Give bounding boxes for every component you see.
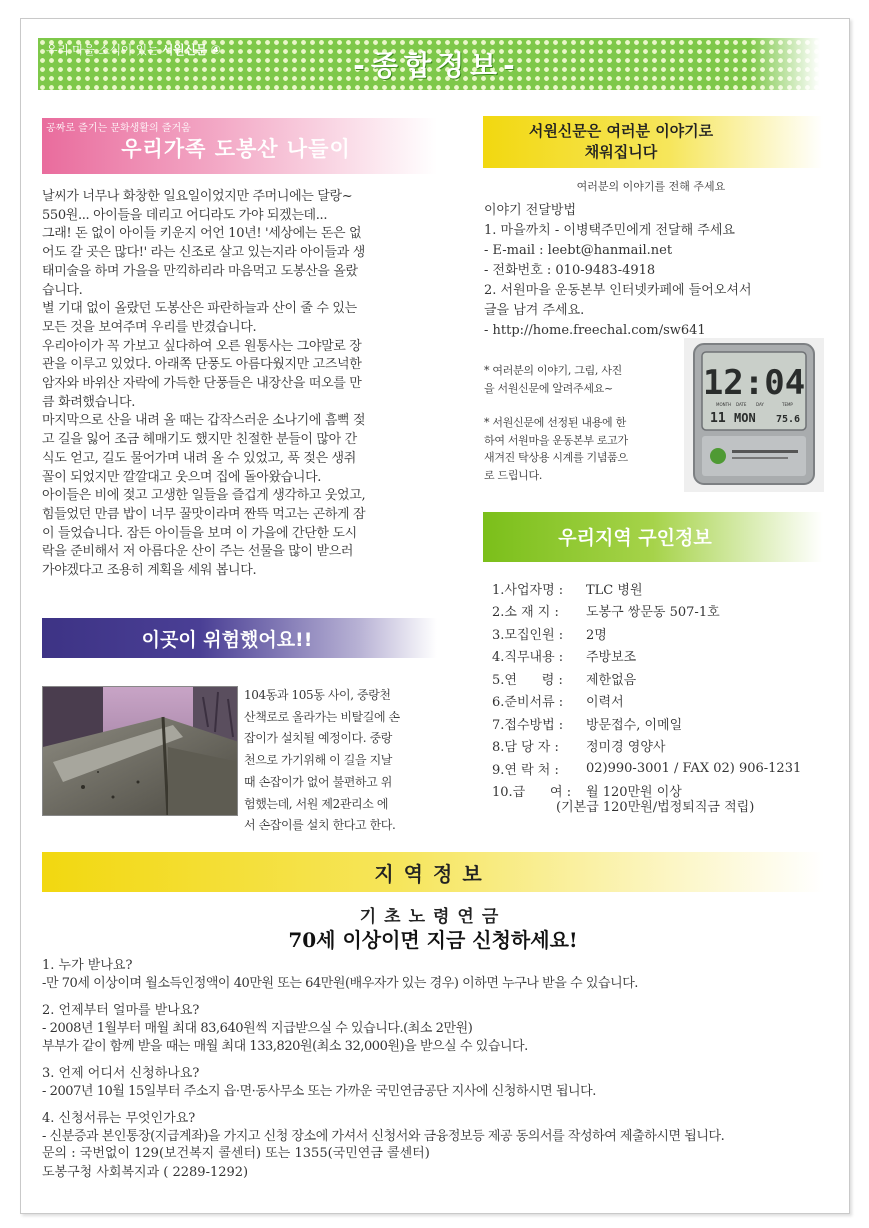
- job-value: 방문접수, 이메일: [586, 717, 683, 733]
- job-row: [492, 622, 822, 645]
- job-details-list: [492, 577, 822, 802]
- job-value: 주방보조: [586, 650, 637, 666]
- outing-article: 날씨가 너무나 화창한 일요일이었지만 주머니에는 달랑~ 550원... 아이들을 데리고 어디라도 가야 되겠는데... 그래! 돈 없이 아이들 키운지 어언 10년! '세상에는 돈은 없 어도 갈 곳은 많다!' 라는 신조로 살고 있는지라 아이들과 생 태미술을 하며 가을을 만끽하리라 마음먹고 도봉산을 올랐 습니다. 별 기대 없이 올랐던 도봉산은 파란하늘과 산이 줄 수 있는 모든 것을 보여주며 우리를 반겼습니다. 우리아이가 꼭 가보고 싶다하여 오른 원통사는 그야말로 장 관을 이루고 있었다. 아래쪽 단풍도 아름다웠지만 고즈넉한 암자와 바위산 자락에 가득한 단풍들은 내장산을 떠오를 만 큼 화려했습니다. 마지막으로 산을 내려 올 때는 갑작스러운 소나기에 흠뻑 젖 고 길을 잃어 조금 헤매기도 했지만 친절한 분들이 많아 간 식도 얻고, 길도 물어가며 내려 올 수 있었고, 푹 젖은 생쥐 꼴이 되었지만 깔깔대고 웃으며 집에 돌아왔습니다. 아이들은 비에 젖고 고생한 일들을 즐겁게 생각하고 웃었고, 힘들었던 만큼 밥이 너무 꿀맛이라며 짠뜩 먹고는 곤하게 잠 이 들었습니다. 잠든 아이들을 보며 이 가을에 간단한 도시 락을 준비해서 저 아름다운 산이 주는 선물을 많이 받으러 가야겠다고 조용히 계획을 세워 봅니다.: [42, 189, 366, 579]
- stories-method: 이야기 전달방법 1. 마을까치 - 이병택주민에게 전달해 주세요 - E-mail : leebt@hanmail.net - 전화번호 : 010-9483-4918 2. 서원마을 운동본부 인터넷카페에 들어오셔서 글을 남겨 주세요. - http://home.freechal.com/sw641: [484, 203, 752, 338]
- faq-answer: - 2007년 10월 15일부터 주소지 읍·면·동사무소 또는 가까운 국민연금공단 지사에 신청하시면 됩니다.: [42, 1084, 596, 1099]
- clock-temp: 75.6: [776, 414, 801, 425]
- faq-item: [42, 1065, 832, 1101]
- job-label: 7.접수방법 :: [492, 717, 564, 733]
- job-value: 02)990-3001 / FAX 02) 906-1231: [586, 760, 802, 776]
- tagline-prefix: 우리 마을 소식이 있는: [46, 43, 159, 57]
- job-label: 4.직무내용 :: [492, 650, 564, 666]
- clock-day: 11: [710, 411, 726, 426]
- job-row: [492, 712, 822, 735]
- stories-note-prize: * 서원신문에 선정된 내용에 한 하여 서원마을 운동본부 로고가 새겨진 탁상용 시계를 기념품으 로 드립니다.: [484, 416, 628, 482]
- job-salary-note: (기본급 120만원/법정퇴직금 적립): [556, 800, 755, 815]
- job-label: 6.준비서류 :: [492, 695, 564, 711]
- job-row: [492, 600, 822, 623]
- clock-label-temp: TEMP: [782, 402, 793, 407]
- job-value: 제한없음: [586, 672, 637, 688]
- tagline-brand: 서원신문 ④: [161, 43, 221, 57]
- outing-subtitle: 공짜로 즐기는 문화생활의 즐거움: [46, 123, 191, 134]
- faq-question: 4. 신청서류는 무엇인가요?: [42, 1111, 196, 1126]
- outing-title: 우리가족 도봉산 나들이: [121, 137, 351, 161]
- faq-item: [42, 957, 832, 993]
- danger-title: 이곳이 위험했어요!!: [141, 629, 313, 651]
- pension-headline: 70세 이상이면 지금 신청하세요!: [288, 928, 578, 952]
- job-value: 2명: [586, 627, 607, 643]
- desk-clock-photo: [684, 338, 824, 492]
- job-label: 3.모집인원 :: [492, 627, 564, 643]
- job-value: 도봉구 쌍문동 507-1호: [586, 605, 720, 621]
- header-tagline: [46, 41, 221, 58]
- clock-label-day: DAY: [756, 402, 764, 407]
- jobs-title: 우리지역 구인정보: [558, 527, 712, 549]
- faq-question: 1. 누가 받나요?: [42, 958, 133, 973]
- desk-clock-image: [684, 338, 824, 492]
- job-label: 5.연 령 :: [492, 672, 563, 688]
- job-value: 월 120만원 이상: [586, 785, 682, 801]
- slope-path-photo: [42, 686, 238, 816]
- slope-path-image: [43, 687, 238, 816]
- job-row: [492, 667, 822, 690]
- pension-kicker: 기초노령연금: [359, 907, 507, 927]
- page-title: -종합정보-: [353, 49, 521, 82]
- job-row: [492, 645, 822, 668]
- job-label: 1.사업자명 :: [492, 582, 564, 598]
- faq-question: 3. 언제 어디서 신청하나요?: [42, 1066, 200, 1081]
- pension-faq: [42, 957, 832, 1155]
- faq-answer: -만 70세 이상이며 월소득인정액이 40만원 또는 64만원(배우자가 있는 경우) 이하면 누구나 받을 수 있습니다.: [42, 976, 638, 991]
- faq-item: [42, 1002, 832, 1056]
- job-label: 2.소 재 지 :: [492, 605, 559, 621]
- clock-weekday: MON: [734, 411, 756, 425]
- job-value: 이력서: [586, 695, 624, 711]
- faq-question: 2. 언제부터 얼마를 받나요?: [42, 1003, 200, 1018]
- clock-time: 12:04: [702, 363, 806, 403]
- job-value: 정미경 영양사: [586, 740, 666, 756]
- faq-answer: - 2008년 1월부터 매월 최대 83,640원씩 지급받으실 수 있습니다.(최소 2만원) 부부가 같이 함께 받을 때는 매월 최대 133,820원(최소 32,000원)을 받으실 수 있습니다.: [42, 1021, 528, 1054]
- faq-item: [42, 1110, 832, 1146]
- faq-answer: - 신분증과 본인통장(지급계좌)을 가지고 신청 장소에 가셔서 신청서와 금융정보등 제공 동의서를 작성하여 제출하시면 됩니다.: [42, 1129, 725, 1144]
- stories-intro: 여러분의 이야기를 전해 주세요: [576, 180, 726, 193]
- job-row: [492, 690, 822, 713]
- job-row: [492, 735, 822, 758]
- region-title: 지역정보: [374, 862, 492, 886]
- danger-article: 104동과 105동 사이, 중랑천 산책로로 올라가는 비탈길에 손 잡이가 설치될 예정이다. 중랑 천으로 가기위해 이 길을 지날 때 손잡이가 없어 불편하고 위 험했는데, 서원 제2관리소 에 서 손잡이를 설치 한다고 한다.: [244, 688, 400, 833]
- stories-title: 서원신문은 여러분 이야기로 채워집니다: [528, 122, 714, 161]
- job-row: [492, 577, 822, 600]
- job-row: [492, 757, 822, 780]
- job-value: TLC 병원: [586, 582, 643, 598]
- clock-label-month: MONTH: [716, 402, 732, 407]
- pension-contact: 문의 : 국번없이 129(보건복지 콜센터) 또는 1355(국민연금 콜센터) 도봉구청 사회복지과 ( 2289-1292): [42, 1146, 430, 1180]
- job-label: 10.급 여 :: [492, 785, 572, 801]
- clock-label-date: DATE: [736, 402, 747, 407]
- job-label: 9.연 락 처 :: [492, 762, 559, 778]
- stories-note-submit: * 여러분의 이야기, 그림, 사진 을 서원신문에 알려주세요~: [484, 364, 622, 395]
- job-label: 8.담 당 자 :: [492, 740, 559, 756]
